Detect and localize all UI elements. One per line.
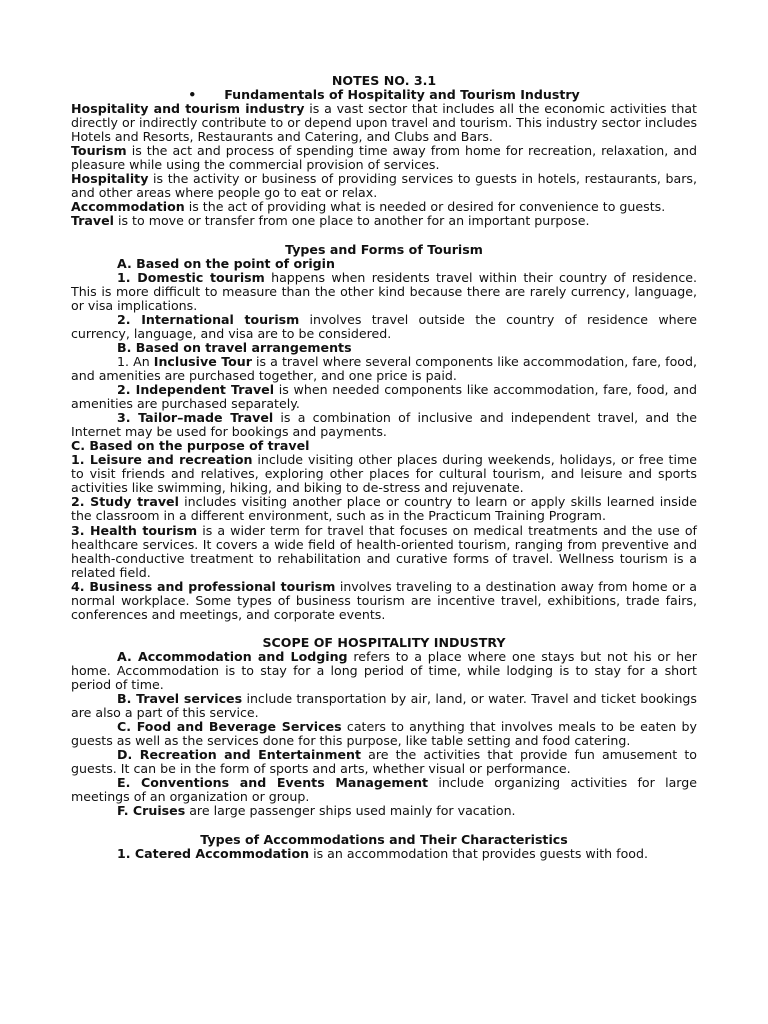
section-heading-types: Types and Forms of Tourism <box>285 241 483 257</box>
list-item: 1. Catered Accommodation is an accommodation that provides guests with food. <box>117 845 648 861</box>
definition-travel: Travel is to move or transfer from one place to another for an important purpose. <box>71 213 590 229</box>
list-item: C. Food and Beverage Services caters to anything that involves meals to be eaten by guests as well as the services done for this purpose, like table setting and food catering. <box>71 719 697 749</box>
list-item: A. Accommodation and Lodging refers to a place where one stays but not his or her home. Accommodation is to stay for a long period of time, while lodging is to stay for a short period of time. <box>71 648 697 693</box>
subheading-purpose: C. Based on the purpose of travel <box>71 438 310 454</box>
document-page <box>71 74 697 861</box>
list-item: 2. Independent Travel is when needed components like accommodation, fare, food, and amenities are purchased separately. <box>71 382 697 412</box>
list-item: F. Cruises are large passenger ships used mainly for vacation. <box>117 803 516 819</box>
list-item: 1. Domestic tourism happens when residents travel within their country of residence. This is more difficult to measure than the other kind because there are rarely currency, language, or visa implications. <box>71 269 698 313</box>
section-heading-accommodations: Types of Accommodations and Their Characteristics <box>200 831 568 847</box>
document-subtitle <box>71 88 697 102</box>
definition-tourism: Tourism is the act and process of spending time away from home for recreation, relaxation, and pleasure while using the commercial provision of services. <box>71 143 697 173</box>
list-item: 4. Business and professional tourism involves traveling to a destination away from home or a normal workplace. Some types of business tourism are incentive travel, exhibitions, trade fairs, conferences and meetings, and corporate events. <box>71 578 697 622</box>
list-item: 1. Leisure and recreation include visiting other places during weekends, holidays, or free time to visit friends and relatives, exploring other places for cultural tourism, and leisure and sports activities like swimming, hiking, and biking to de-stress and rejuvenate. <box>71 452 698 496</box>
list-item: 3. Health tourism is a wider term for travel that focuses on medical treatments and the use of healthcare services. It covers a wide field of health-oriented tourism, ranging from preventive and health-conductive treatment to rehabilitation and curative forms of travel. Wellness tourism is a related field. <box>71 522 697 580</box>
list-item: 1. An Inclusive Tour is a travel where several components like accommodation, fare, food, and amenities are purchased together, and one price is paid. <box>71 353 698 383</box>
subheading-arrangements: B. Based on travel arrangements <box>117 339 352 355</box>
list-item: E. Conventions and Events Management include organizing activities for large meetings of an organization or group. <box>71 775 698 805</box>
notes-title: NOTES NO. 3.1 <box>331 73 437 88</box>
subheading-origin: A. Based on the point of origin <box>117 255 335 271</box>
definition-accommodation: Accommodation is the act of providing what is needed or desired for convenience to guests. <box>71 199 666 215</box>
subtitle-text: Fundamentals of Hospitality and Tourism Industry <box>224 87 580 103</box>
list-item: 3. Tailor–made Travel is a combination of inclusive and independent travel, and the Internet may be used for bookings and payments. <box>71 410 698 440</box>
section-heading-scope: SCOPE OF HOSPITALITY INDUSTRY <box>262 634 506 650</box>
list-item: B. Travel services include transportation by air, land, or water. Travel and ticket bookings are also a part of this service. <box>71 691 697 721</box>
list-item: 2. International tourism involves travel outside the country of residence where currency, language, and visa are to be considered. <box>71 311 697 341</box>
list-item: D. Recreation and Entertainment are the activities that provide fun amusement to guests. It can be in the form of sports and arts, whether visual or performance. <box>71 747 697 777</box>
definition-hospitality: Hospitality is the activity or business of providing services to guests in hotels, restaurants, bars, and other areas where people go to eat or relax. <box>71 171 697 201</box>
list-item: 2. Study travel includes visiting another place or country to learn or apply skills learned inside the classroom in a different environment, such as in the Practicum Training Program. <box>71 494 697 524</box>
bullet-icon: • <box>188 87 197 103</box>
definition-hospitality-tourism: Hospitality and tourism industry is a vast sector that includes all the economic activities that directly or indirectly contribute to or depend upon travel and tourism. This industry sector includes Hotels and Resorts, Restaurants and Catering, and Clubs and Bars. <box>71 101 697 145</box>
